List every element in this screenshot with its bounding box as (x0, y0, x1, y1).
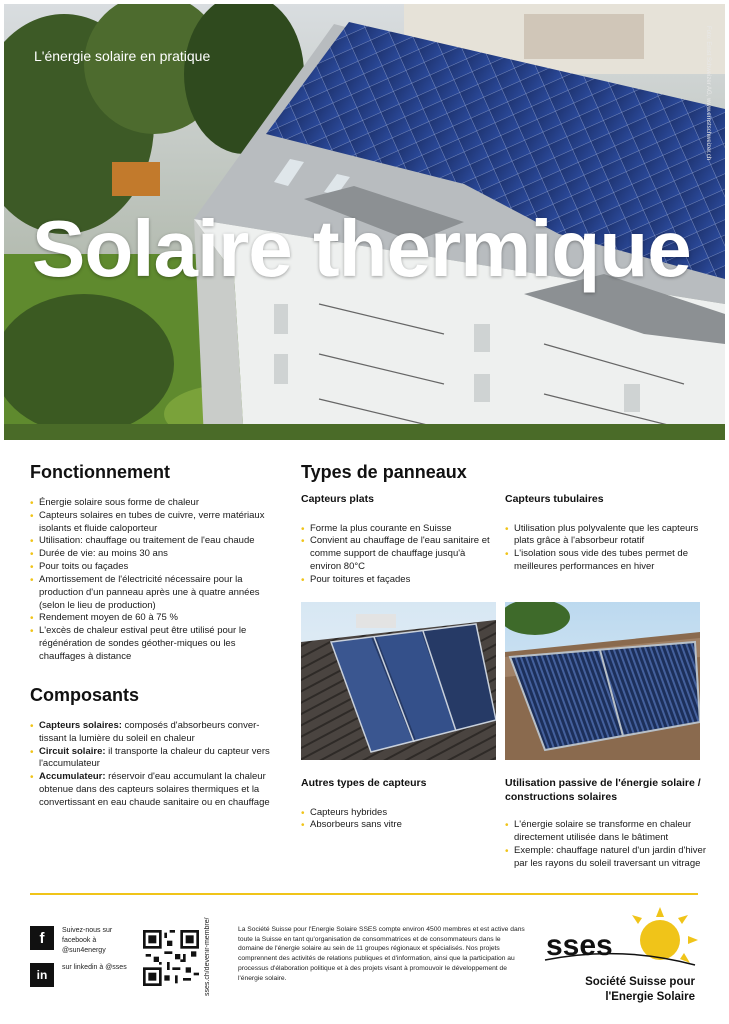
about-text: La Société Suisse pour l'Energie Solaire SSES compte environ 4500 membres et est active dans toute la Suisse en tant qu'organisation de consommatrices et de consommateurs dans le domaine de l'énergie solaire au sein de 11 groupes régionaux et spécialisés. Nos projets comprennent des activités de relations publiques et d'information, ainsi que la participation au processus d'élaboration politique et à des projets visant à promouvoir le développement de l'énergie solaire. (238, 926, 525, 982)
list-item: • Amortissement de l'électricité nécessaire pour la production d'un panneau après une à quatre années (selon le lieu de production) (30, 574, 268, 612)
list-item: • Exemple: chauffage naturel d'un jardin d'hiver par les rayons du soleil traversant un vitrage (505, 845, 710, 871)
member-url[interactable]: sses.ch/devenir-membre/ (204, 917, 211, 996)
list-item: • Rendement moyen de 60 à 75 % (30, 612, 268, 625)
section-capteurs-tubulaires (505, 493, 700, 574)
passive-heading: Utilisation passive de l'énergie solaire / constructions solaires (505, 777, 701, 803)
list-item: • Utilisation: chauffage ou traitement de l'eau chaude (30, 535, 268, 548)
linkedin-link[interactable] (30, 963, 132, 987)
component-term: Capteurs solaires: (39, 720, 122, 731)
list-item: • Convient au chauffage de l'eau sanitaire et comme support de chauffage jusqu'à environ 80°C (301, 535, 491, 573)
plats-heading: Capteurs plats (301, 493, 374, 505)
logo-wordmark: sses (546, 929, 613, 962)
photo-credit: Foto: Ernst Schweizer AG, www.ernstschweizer.ch (705, 26, 711, 161)
component-text: composés d'absorbeurs conver-tissant la lumière du soleil en chaleur (39, 720, 260, 744)
list-item: • Utilisation plus polyvalente que les capteurs plats grâce à l'absorbeur rotatif (505, 523, 700, 549)
list-item (30, 746, 278, 772)
hero-photo (4, 4, 725, 440)
types-heading: Types de panneaux (301, 462, 467, 482)
section-composants (30, 685, 278, 810)
list-item (30, 720, 278, 746)
section-passive (505, 777, 710, 871)
list-item: • L'énergie solaire se transforme en chaleur directement utilisée dans le bâtiment (505, 819, 710, 845)
list-item: • Forme la plus courante en Suisse (301, 523, 491, 536)
component-term: Circuit solaire: (39, 745, 106, 757)
list-item: • Pour toits ou façades (30, 561, 268, 574)
autres-heading: Autres types de capteurs (301, 777, 427, 789)
fonctionnement-list (30, 497, 268, 664)
linkedin-label: sur linkedin à @sses (62, 964, 127, 971)
fonctionnement-heading: Fonctionnement (30, 462, 170, 482)
list-item: • Absorbeurs sans vitre (301, 819, 491, 832)
list-item: • Énergie solaire sous forme de chaleur (30, 497, 268, 510)
tubulaires-heading: Capteurs tubulaires (505, 493, 604, 505)
section-capteurs-plats (301, 493, 491, 587)
facebook-icon[interactable]: f (30, 926, 54, 950)
list-item: • Capteurs solaires en tubes de cuivre, verre matériaux isolants et fluide caloporteur (30, 510, 268, 536)
component-term: Accumulateur: (39, 771, 106, 783)
component-text: réservoir d'eau accumulant la chaleur obtenue dans des capteurs solaires thermiques et la convertissant en eau chaude sanitaire ou en chauffage (39, 771, 270, 808)
passive-list (505, 819, 710, 870)
facebook-link[interactable] (30, 926, 132, 955)
org-name (570, 975, 695, 1005)
section-autres (301, 777, 491, 832)
section-fonctionnement (30, 462, 268, 664)
org-name-line-1: Société Suisse pour (585, 976, 695, 988)
page-title: Solaire thermique (32, 204, 691, 293)
tube-collector-photo (505, 602, 700, 760)
tubulaires-list (505, 523, 700, 574)
footer-divider (30, 893, 698, 895)
composants-list (30, 720, 278, 810)
component-text: il transporte la chaleur du capteur vers l'accumulateur (39, 745, 270, 770)
composants-heading: Composants (30, 685, 140, 705)
list-item: • L'excès de chaleur estival peut être utilisé pour le régénération de sondes géother-miques ou les chauffages à distance (30, 625, 268, 663)
hero-kicker: L'énergie solaire en pratique (34, 48, 211, 64)
list-item: • Durée de vie: au moins 30 ans (30, 548, 268, 561)
facebook-label: Suivez-nous sur facebook à @sun4energy (62, 927, 113, 954)
section-types (301, 462, 467, 483)
flat-collector-photo (301, 602, 496, 760)
qr-code-icon[interactable] (143, 930, 199, 986)
autres-list (301, 807, 491, 833)
linkedin-icon[interactable]: in (30, 963, 54, 987)
list-item: • L'isolation sous vide des tubes permet de meilleures performances en hiver (505, 548, 700, 574)
plats-list (301, 523, 491, 587)
list-item (30, 771, 278, 809)
list-item: • Capteurs hybrides (301, 807, 491, 820)
list-item: • Pour toitures et façades (301, 574, 491, 587)
org-name-line-2: l'Energie Solaire (605, 990, 695, 1003)
